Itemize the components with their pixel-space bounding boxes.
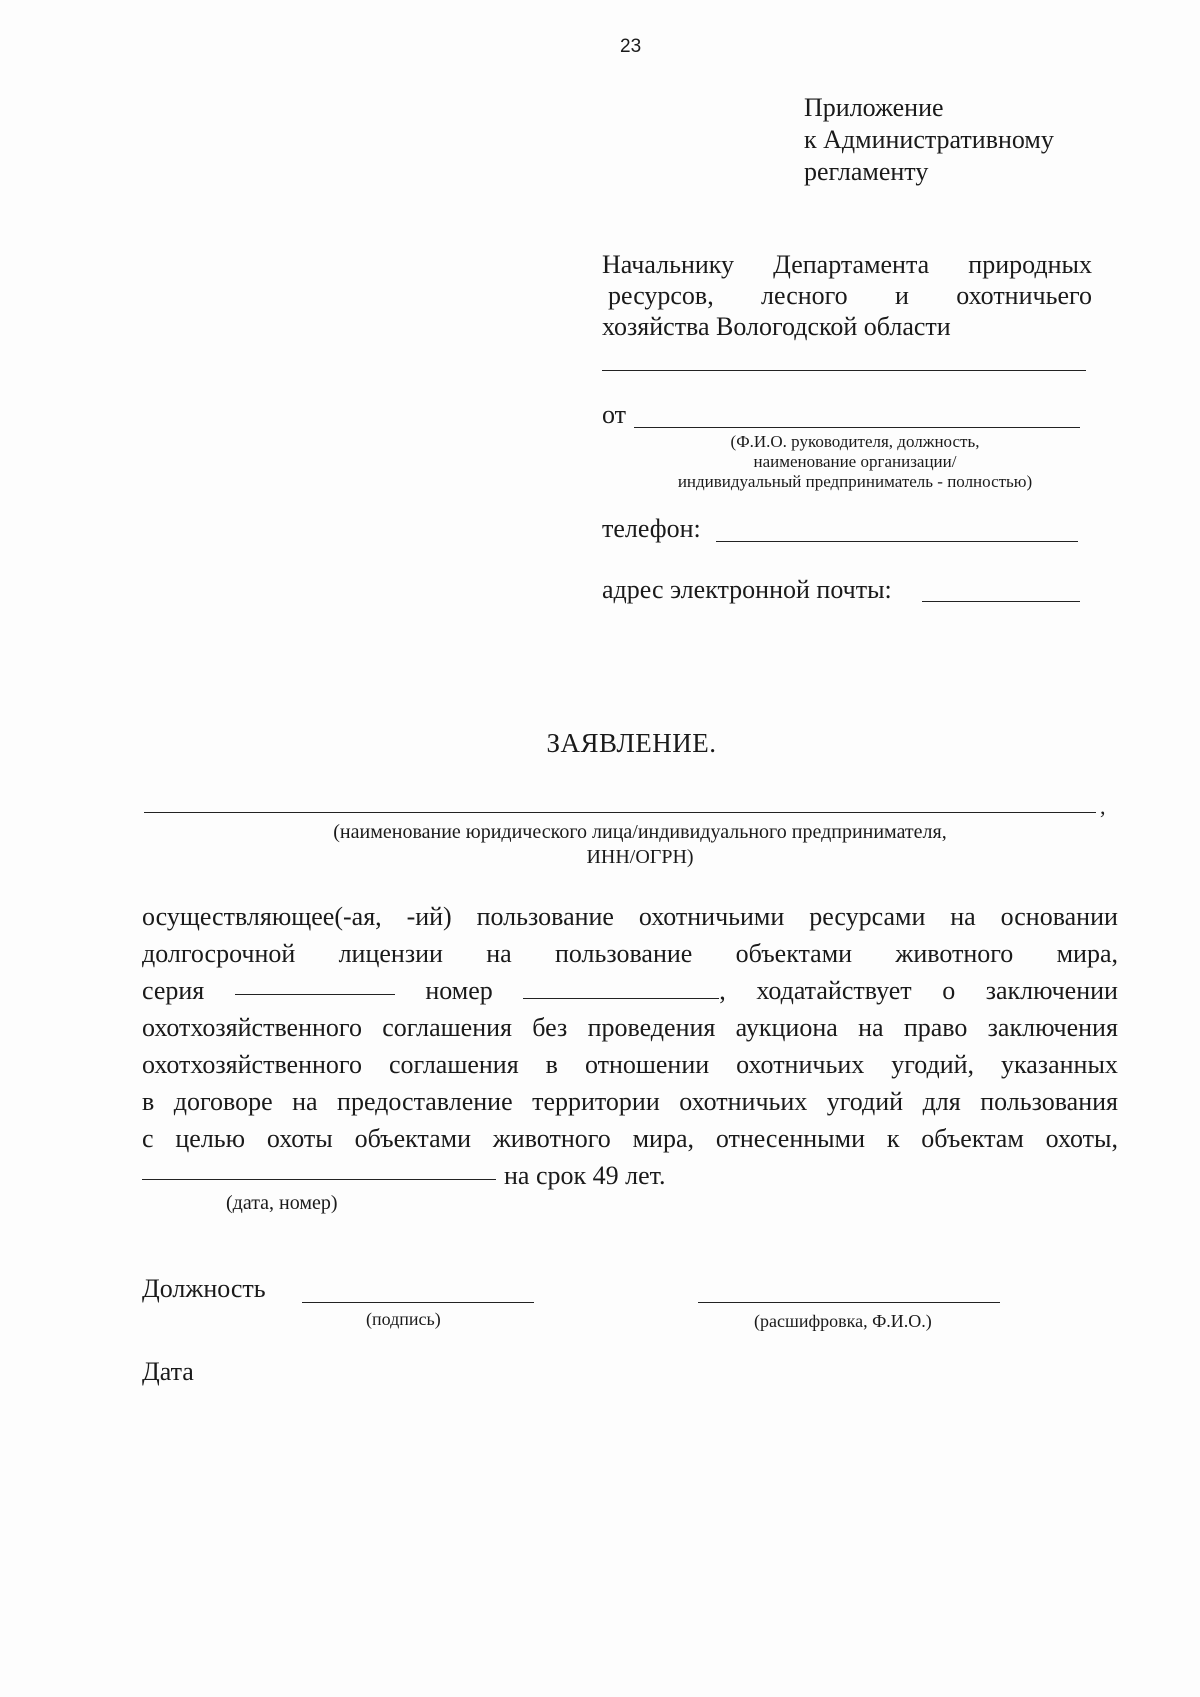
appendix-line-2: к Административному <box>804 125 1054 154</box>
signature-blank-line[interactable] <box>302 1302 534 1303</box>
body-word: животного <box>492 1124 611 1153</box>
from-caption-line-2: наименование организации/ <box>753 452 957 471</box>
appendix-line-3: регламенту <box>804 157 929 186</box>
body-word: целью <box>175 1124 246 1153</box>
body-word: охотничьими <box>638 902 785 931</box>
date-number-blank[interactable] <box>142 1157 496 1180</box>
entity-name-blank-line[interactable] <box>144 812 1096 813</box>
date-number-caption: (дата, номер) <box>226 1192 338 1214</box>
addressee-word: ресурсов, <box>608 281 714 310</box>
body-line-4 <box>142 1009 1118 1046</box>
addressee-word: Начальнику <box>602 250 735 279</box>
body-line-6 <box>142 1083 1118 1120</box>
body-word: заключения <box>987 1013 1118 1042</box>
term-text: на срок 49 лет. <box>504 1161 666 1190</box>
body-line-7 <box>142 1120 1118 1157</box>
body-word: на <box>858 1013 884 1042</box>
body-word: о <box>942 976 956 1005</box>
body-word: охотничьих <box>736 1050 865 1079</box>
entity-caption-line-2: ИНН/ОГРН) <box>586 846 694 868</box>
body-word: пользование <box>476 902 614 931</box>
body-line-8 <box>142 1157 1118 1194</box>
body-word: объектами <box>354 1124 472 1153</box>
body-word: мира, <box>632 1124 694 1153</box>
from-blank-line[interactable] <box>634 427 1080 428</box>
phone-label: телефон: <box>602 514 701 543</box>
serie-blank[interactable] <box>235 972 395 995</box>
body-word: -ий) <box>406 902 452 931</box>
body-word: с <box>142 1124 154 1153</box>
body-word: пользование <box>554 939 693 968</box>
body-word: охотхозяйственного <box>142 1013 362 1042</box>
addressee-blank-line[interactable] <box>602 370 1086 371</box>
body-word: в <box>545 1050 558 1079</box>
email-blank-line[interactable] <box>922 601 1080 602</box>
body-word: объектам <box>921 1124 1024 1153</box>
body-word: охоты <box>266 1124 333 1153</box>
body-word: отнесенными <box>715 1124 865 1153</box>
body-word: мира, <box>1056 939 1118 968</box>
name-decode-blank-line[interactable] <box>698 1302 1000 1303</box>
body-word: к <box>886 1124 900 1153</box>
body-word: соглашения <box>388 1050 519 1079</box>
addressee-line-2 <box>602 280 1092 311</box>
addressee-word: и <box>895 281 909 310</box>
body-word: охоты, <box>1045 1124 1118 1153</box>
addressee-block <box>602 249 1092 342</box>
body-word: осуществляющее(-ая, <box>142 902 382 931</box>
body-line-1 <box>142 898 1118 935</box>
email-label: адрес электронной почты: <box>602 575 892 604</box>
body-word: угодий <box>826 1087 904 1116</box>
body-word: территории <box>532 1087 660 1116</box>
body-word: в <box>142 1087 155 1116</box>
body-word: указанных <box>1001 1050 1118 1079</box>
from-caption-line-1: (Ф.И.О. руководителя, должность, <box>730 432 980 451</box>
body-word: проведения <box>587 1013 716 1042</box>
body-word: охотхозяйственного <box>142 1050 362 1079</box>
serie-label: серия <box>142 976 205 1005</box>
date-label: Дата <box>142 1357 194 1386</box>
addressee-word: охотничьего <box>956 281 1092 310</box>
body-word: право <box>903 1013 968 1042</box>
appendix-note <box>804 92 1054 188</box>
body-word: ходатайствует <box>756 976 912 1005</box>
body-word: ресурсами <box>809 902 926 931</box>
appendix-line-1: Приложение <box>804 93 944 122</box>
number-label: номер <box>425 976 493 1005</box>
body-word: лицензии <box>338 939 443 968</box>
body-line-2 <box>142 935 1118 972</box>
body-word: заключении <box>985 976 1118 1005</box>
body-word: отношении <box>584 1050 710 1079</box>
body-word: охотничьих <box>679 1087 808 1116</box>
position-label: Должность <box>142 1274 266 1303</box>
from-caption-line-3: индивидуальный предприниматель - полностью) <box>677 472 1033 491</box>
document-title: ЗАЯВЛЕНИЕ. <box>546 728 717 758</box>
body-word: предоставление <box>337 1087 513 1116</box>
body-word: на <box>486 939 512 968</box>
application-body <box>142 898 1118 1194</box>
signature-caption: (подпись) <box>366 1309 441 1329</box>
addressee-line-3: хозяйства Вологодской области <box>602 312 951 341</box>
entity-caption-line-1: (наименование юридического лица/индивидуального предпринимателя, <box>333 821 947 843</box>
body-word: животного <box>895 939 1014 968</box>
body-word: объектами <box>735 939 853 968</box>
body-word: договоре <box>173 1087 273 1116</box>
addressee-line-1 <box>602 249 1092 280</box>
body-word: без <box>532 1013 568 1042</box>
number-blank[interactable] <box>523 976 719 999</box>
body-line-3 <box>142 972 1118 1009</box>
body-word: для <box>922 1087 961 1116</box>
body-word: основании <box>1000 902 1118 931</box>
addressee-word: Департамента <box>773 250 930 279</box>
body-line-5 <box>142 1046 1118 1083</box>
body-word: на <box>950 902 976 931</box>
entity-caption <box>160 820 1120 870</box>
number-group: , <box>523 972 726 1009</box>
entity-comma: , <box>1100 794 1106 819</box>
body-word: долгосрочной <box>142 939 296 968</box>
body-word: пользования <box>980 1087 1118 1116</box>
page-number: 23 <box>620 36 642 57</box>
addressee-word: лесного <box>761 281 848 310</box>
body-word: на <box>292 1087 318 1116</box>
body-word: соглашения <box>382 1013 512 1042</box>
body-word: угодий, <box>891 1050 975 1079</box>
name-decode-caption: (расшифровка, Ф.И.О.) <box>754 1311 932 1331</box>
from-label: от <box>602 400 627 429</box>
body-word: аукциона <box>735 1013 838 1042</box>
phone-blank-line[interactable] <box>716 541 1078 542</box>
addressee-word: природных <box>968 250 1092 279</box>
